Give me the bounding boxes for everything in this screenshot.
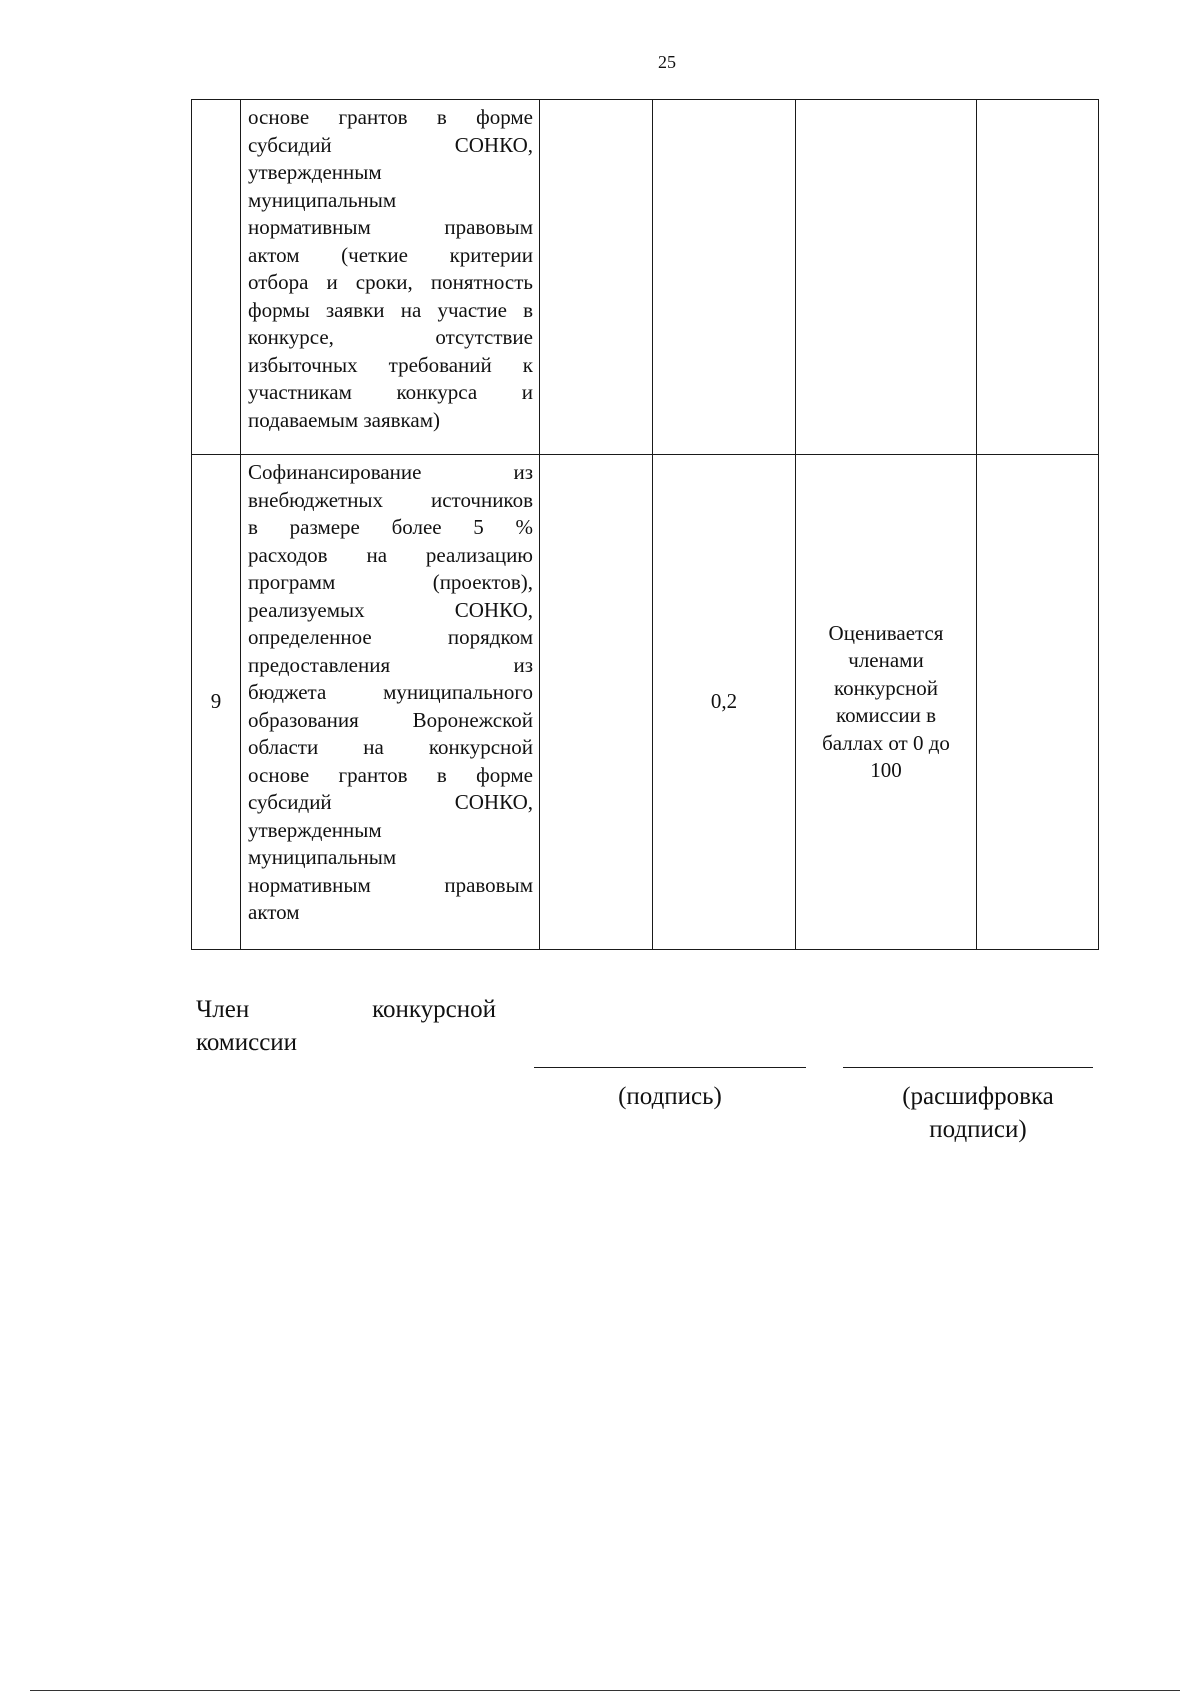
- criterion-text-line: внебюджетных источников: [248, 487, 533, 512]
- competition-word: конкурсной: [372, 996, 496, 1023]
- criterion-text-line: бюджета муниципального: [248, 680, 533, 704]
- criterion-text-line: муниципальным: [248, 187, 397, 212]
- method-text-line: конкурсной: [833, 675, 939, 700]
- criterion-text-line: утвержденным: [248, 160, 382, 184]
- criterion-text-line: подаваемым заявкам): [248, 407, 441, 432]
- criterion-text-line: в размере более 5 %: [248, 515, 533, 539]
- method-text-line: членами: [848, 648, 924, 672]
- method-cell: [796, 455, 977, 950]
- criterion-text-line: субсидий СОНКО,: [248, 790, 533, 814]
- signature-line: [534, 1067, 806, 1068]
- criterion-text-line: участникам конкурса и: [248, 380, 533, 404]
- criterion-text-line: области на конкурсной: [248, 735, 533, 759]
- criterion-text-line: реализуемых СОНКО,: [248, 597, 533, 622]
- criterion-text-line: отбора и сроки, понятность: [248, 270, 533, 294]
- criterion-text-line: нормативным правовым: [248, 872, 533, 897]
- row-number-cell: [192, 100, 241, 455]
- criterion-text-line: определенное порядком: [248, 625, 533, 649]
- criterion-text-line: образования Воронежской: [248, 707, 533, 732]
- criterion-text-line: субсидий СОНКО,: [248, 132, 533, 157]
- method-text: [796, 620, 976, 785]
- signature-caption: (подпись): [618, 1083, 722, 1110]
- decoding-caption: [843, 1080, 1113, 1146]
- criterion-text-line: Софинансирование из: [248, 460, 533, 484]
- criterion-text-line: муниципальным: [248, 845, 397, 869]
- method-cell: [796, 100, 977, 455]
- decoding-caption-line2: подписи): [929, 1116, 1027, 1143]
- criterion-text-line: нормативным правовым: [248, 215, 533, 239]
- criterion-text-line: актом: [248, 900, 300, 924]
- criterion-text-line: актом (четкие критерии: [248, 242, 533, 267]
- bottom-rule: [30, 1690, 1180, 1691]
- decoding-caption-line1: (расшифровка: [902, 1083, 1054, 1110]
- table-row-9: [192, 455, 1099, 950]
- row-number-cell: 9: [192, 455, 241, 950]
- criterion-text-line: программ (проектов),: [248, 570, 533, 594]
- value-cell: [653, 100, 796, 455]
- page-number: 25: [658, 52, 676, 72]
- commission-word: комиссии: [196, 1029, 298, 1056]
- method-text-line: комиссии в: [835, 703, 937, 727]
- criterion-text-line: конкурсе, отсутствие: [248, 325, 533, 349]
- value-cell: 0,2: [653, 455, 796, 950]
- commission-member-label: [196, 993, 496, 1059]
- method-text-line: 100: [870, 758, 902, 782]
- criterion-text-line: формы заявки на участие в: [248, 297, 533, 322]
- extra-cell: [977, 455, 1099, 950]
- table-row-continued: [192, 100, 1099, 455]
- member-word: Член: [196, 996, 250, 1023]
- criterion-text-cell: [241, 100, 540, 455]
- extra-cell: [977, 100, 1099, 455]
- criterion-text-line: избыточных требований к: [248, 352, 533, 377]
- criterion-text-line: утвержденным: [248, 817, 382, 842]
- criterion-text-line: предоставления из: [248, 652, 533, 677]
- criteria-table: [191, 99, 1099, 950]
- weight-cell: [540, 100, 653, 455]
- method-text-line: Оценивается: [828, 620, 944, 645]
- method-text-line: баллах от 0 до: [822, 730, 950, 755]
- criterion-text-line: основе грантов в форме: [248, 762, 533, 787]
- criterion-text-cell: [241, 455, 540, 950]
- criterion-text-line: расходов на реализацию: [248, 542, 533, 567]
- criterion-text-line: основе грантов в форме: [248, 105, 533, 129]
- decoding-line: [843, 1067, 1093, 1068]
- weight-cell: [540, 455, 653, 950]
